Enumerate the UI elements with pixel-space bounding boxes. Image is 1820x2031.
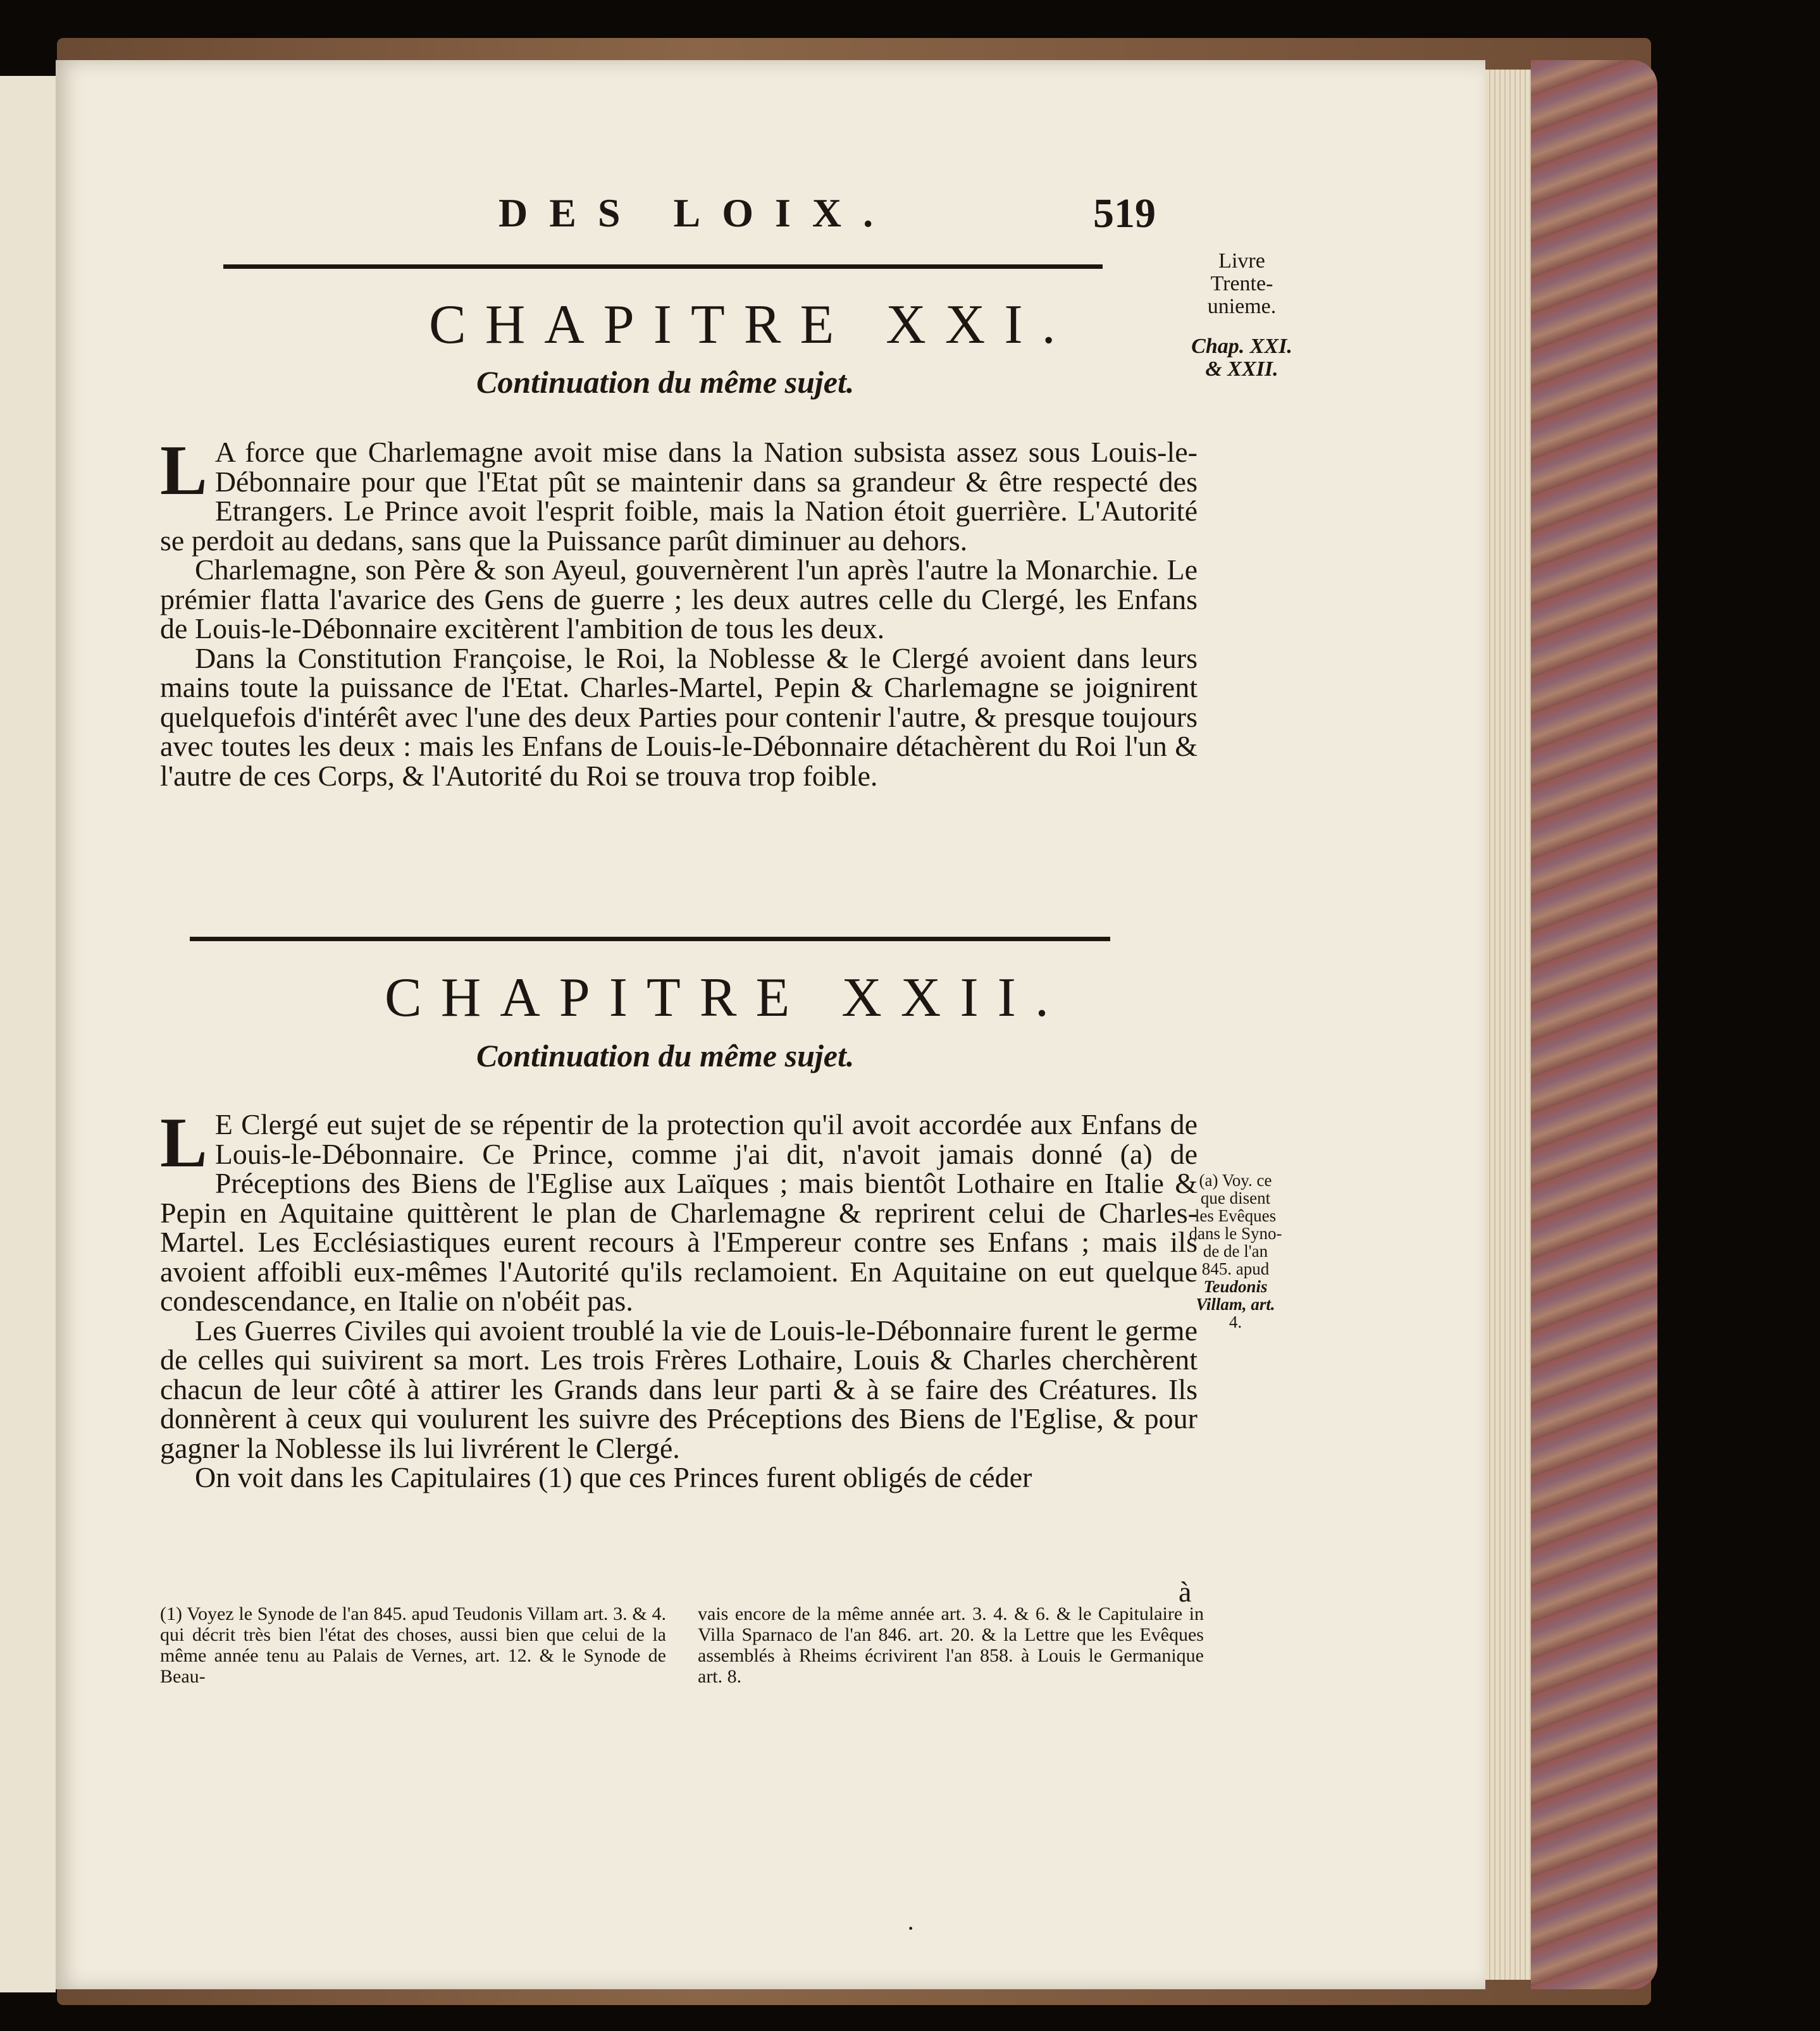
footnote-right-column: vais encore de la même année art. 3. 4. & 6. & le Capitulaire in Villa Sparnaco de l'an 846. art. 20. & la Lettre que les Evêques assemblés à Rheims écrivirent l'an 858. à Louis le Germanique art. 8. [698,1603,1204,1687]
margin-line: & XXII. [1205,357,1278,381]
ink-speck: · [907,1914,915,1942]
margin-note-a [1160,1171,1311,1331]
margin-line: 4. [1229,1312,1242,1331]
margin-line: (a) Voy. ce [1199,1171,1272,1190]
margin-book-label [1160,250,1324,318]
margin-line: de de l'an [1203,1242,1268,1261]
margin-line: Teudonis [1203,1277,1268,1296]
footnotes [160,1603,1216,1749]
drop-cap: L [160,431,207,510]
book-page [56,60,1485,1989]
margin-line: Villam, art. [1196,1295,1275,1314]
facing-page-edge [0,76,56,1992]
margin-line: que disent [1200,1188,1271,1207]
margin-line: Chap. XXI. [1191,335,1292,358]
margin-line: unieme. [1207,295,1277,318]
margin-chapter-label [1160,335,1324,381]
section-rule [190,937,1110,941]
catchword: à [1179,1576,1192,1608]
paragraph: Dans la Constitution Françoise, le Roi, la Noblesse & le Clergé avoient dans leurs mains toute la puissance de l'Etat. Charles-Martel, Pepin & Charlemagne se joignirent quelquefois d'intérêt avec l'une des deux Parties pour contenir l'autre, & presque toujours avec toutes les deux : mais les Enfans de Louis-le-Débonnaire détachèrent du Roi l'un & l'autre de ces Corps, & l'Autorité du Roi se trouva trop foible. [160,641,1198,792]
paragraph: A force que Charlemagne avoit mise dans la Nation subsista assez sous Louis-le-Débonnaire pour que l'Etat pût se maintenir dans sa grandeur & être respecté des Etrangers. Le Prince avoit l'esprit foible, mais la Nation étoit guerrière. L'Autorité se perdoit au dedans, sans que la Puissance parût diminuer au dehors. [160,436,1198,557]
page-edges [1480,70,1531,1980]
paragraph: Les Guerres Civiles qui avoient troublé la vie de Louis-le-Débonnaire furent le germe de celles qui suivirent sa mort. Les trois Frères Lothaire, Louis & Charles cherchèrent chacun de leur côté à attirer les Grands dans leur parti & à se faire des Créatures. Ils donnèrent à ceux qui voulurent les suivre des Préceptions des Biens de l'Eglise, & pour gagner la Noblesse ils lui livrérent le Clergé. [160,1314,1198,1464]
running-head: DES LOIX. [498,190,895,235]
chapter-21-subtitle: Continuation du même sujet. [476,364,855,400]
header-rule [223,264,1103,269]
drop-cap: L [160,1104,207,1182]
chapter-22-title: CHAPITRE XXII. [385,967,1068,1028]
chapter-21-title: CHAPITRE XXI. [429,294,1075,355]
margin-line: 845. apud [1201,1259,1270,1278]
paragraph: On voit dans les Capitulaires (1) que ces Princes furent obligés de céder [195,1461,1032,1493]
chapter-22-text [160,1104,1198,1493]
margin-line: Trente- [1210,272,1273,295]
paragraph: Charlemagne, son Père & son Ayeul, gouvernèrent l'un après l'autre la Monarchie. Le prémier flatta l'avarice des Gens de guerre ; les deux autres celle du Clergé, les Enfans de Louis-le-Débonnaire excitèrent l'ambition de tous les deux. [160,553,1198,645]
chapter-21-text [160,431,1198,792]
margin-line: Livre [1218,249,1265,273]
footnote-left-column: (1) Voyez le Synode de l'an 845. apud Teudonis Villam art. 3. & 4. qui décrit très bien l'état des choses, aussi bien que celui de la même année tenu au Palais de Vernes, art. 12. & le Synode de Beau- [160,1603,666,1687]
page-number: 519 [1093,190,1156,237]
margin-line: dans le Syno- [1189,1224,1282,1243]
marbled-edge [1531,60,1657,1989]
chapter-22-subtitle: Continuation du même sujet. [476,1038,855,1073]
margin-line: les Evêques [1194,1206,1277,1225]
paragraph: E Clergé eut sujet de se répentir de la protection qu'il avoit accordée aux Enfans de Louis-le-Débonnaire. Ce Prince, comme j'ai dit, n'avoit jamais donné (a) de Préceptions des Biens de l'Eglise aux Laïques ; mais bientôt Lothaire en Italie & Pepin en Aquitaine quittèrent le plan de Charlemagne & reprirent celui de Charles-Martel. Les Ecclésiastiques eurent recours à l'Empereur contre ses Enfans ; mais ils avoient affoibli eux-mêmes l'Autorité qu'ils reclamoient. En Aquitaine on eut quelque condescendance, en Italie on n'obéit pas. [160,1108,1198,1317]
